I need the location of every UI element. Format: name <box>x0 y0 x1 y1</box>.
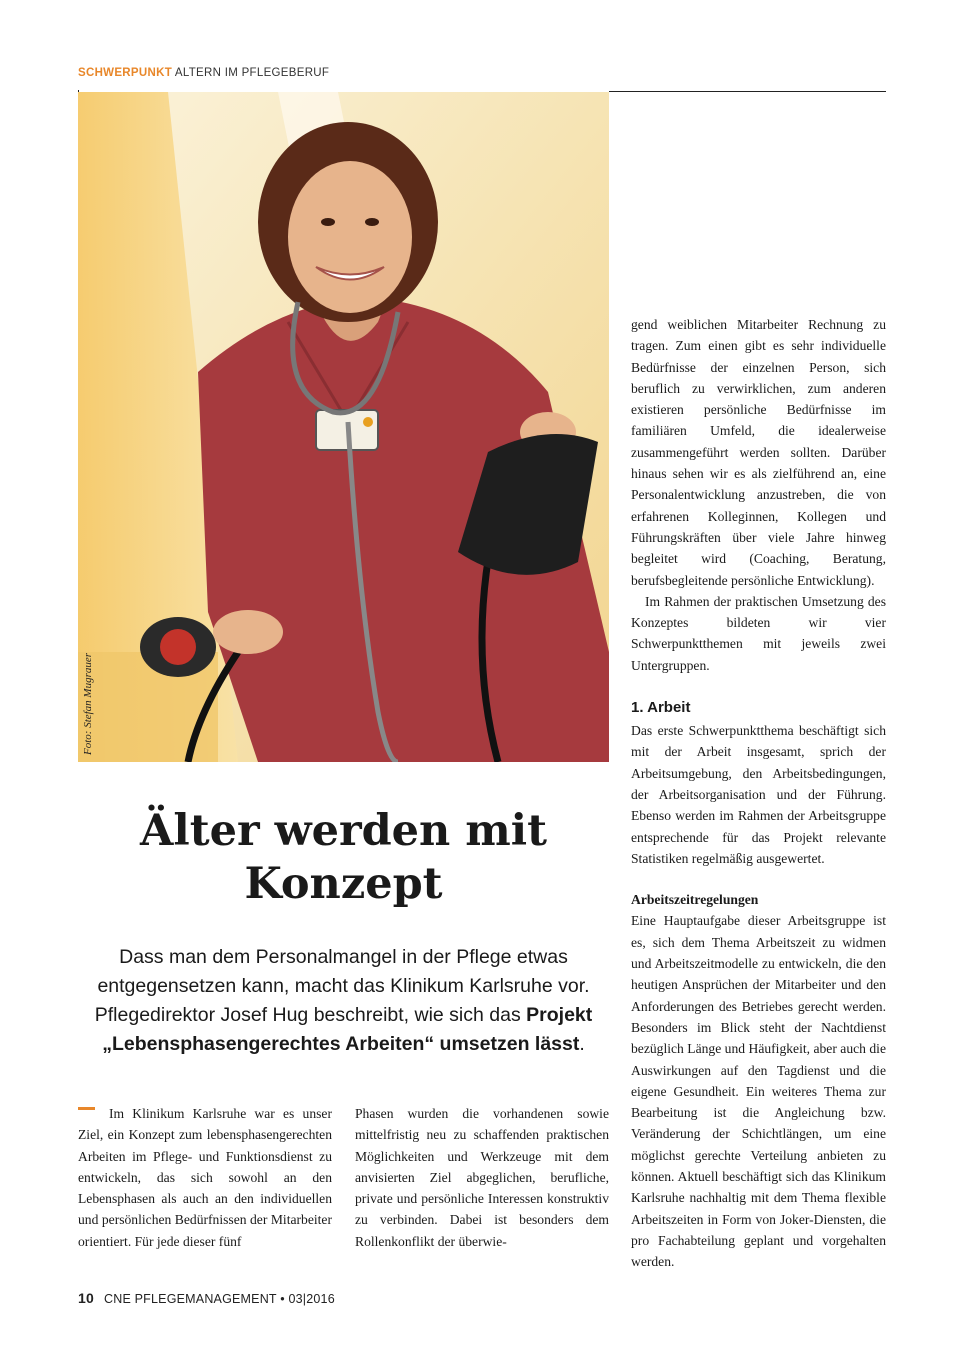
accent-dash <box>78 1107 95 1110</box>
article-title <box>78 805 609 911</box>
section-heading-arbeit: 1. Arbeit <box>631 699 691 717</box>
page-footer <box>78 1290 335 1306</box>
section-label: SCHWERPUNKT <box>78 67 173 79</box>
section-arbeit-text: Das erste Schwerpunktthema beschäftigt sich mit der Arbeit insgesamt, sprich der Arbeitsumgebung, den Arbeitsbedingungen, der Arbeitsorganisation und der Führung. Ebenso werden im Rahmen der Arbeitsgruppe entsprechende für das Projekt relevante Statistiken regelmäßig ausgewertet. <box>631 723 886 866</box>
header-rule <box>609 91 886 92</box>
running-header <box>78 67 329 79</box>
lead-project-name: Projekt „Lebensphasengerechtes Arbeiten“ umsetzen lässt <box>102 1004 593 1055</box>
title-line-2: Konzept <box>244 859 443 909</box>
col3-paragraph-2: Im Rahmen der praktischen Umsetzung des Konzeptes bildeten wir vier Schwerpunktthemen mit jeweils zwei Untergruppen. <box>631 593 886 673</box>
publication-name: CNE PFLEGEMANAGEMENT <box>103 1292 277 1306</box>
body-column-1 <box>78 1103 332 1252</box>
col2-text: Phasen wurden die vorhandenen sowie mittelfristig neu zu schaffenden praktischen Möglichkeiten und Werkzeuge mit dem anvisierten Ziel abgeglichen, berufliche, private und persönliche Interessen konstruktiv zu verbinden. Dabei ist besonders dem Rollenkonflikt der überwie- <box>355 1106 609 1249</box>
article-lead <box>78 943 609 1059</box>
col3-paragraph-1: gend weiblichen Mitarbeiter Rechnung zu tragen. Zum einen gibt es sehr individuelle Bedürfnisse der einzelnen Person, sich beruflich zu verwirklichen, zum anderen existieren persönliche Bedürfnisse im familiären Umfeld, die idealerweise zusammengeführt werden sollten. Darüber hinaus sehen wir es als zielführend an, eine Personalentwicklung anzustreben, die von erfahrenen Kolleginnen, Kollegen und Führungskräften über viele Jahre hinweg begleitet wird (Coaching, Beratung, berufsbegleitende persönliche Entwicklung). <box>631 317 886 588</box>
body-column-3 <box>631 314 886 1272</box>
col1-text: Im Klinikum Karlsruhe war es unser Ziel, ein Konzept zum lebensphasengerechten Arbeiten im Pflege- und Funktionsdienst zu entwickeln, das sich sowohl an den Lebensphasen als auch an den individuellen und persönlichen Bedürfnissen der Mitarbeiter orientiert. Für jede dieser fünf <box>78 1106 332 1249</box>
lead-text: Dass man dem Personalmangel in der Pflege etwas entgegensetzen kann, macht das Klinikum Karlsruhe vor. Pflegedirektor Josef Hug beschreibt, wie sich das <box>94 946 590 1026</box>
nurse-photo <box>78 92 609 762</box>
topic-label: ALTERN IM PFLEGEBERUF <box>174 67 330 79</box>
lead-end: . <box>579 1033 585 1055</box>
footer-separator: • <box>280 1292 285 1306</box>
subsection-text: Eine Hauptaufgabe dieser Arbeitsgruppe ist es, sich dem Thema Arbeitszeit zu widmen und Arbeitszeitmodelle zu entwickeln, die den heutigen Ansprüchen der Mitarbeiter und den Anforderungen des Betriebes gerecht werden. Besonders im Blick steht der Nachtdienst bezüglich Länge und Häufigkeit, aber auch die Auswirkungen auf den Tagdienst und die eigene Gesundheit. Ein weiteres Thema zur Bearbeitung ist die Angleichung bzw. Veränderung der Schichtlängen, um eine möglichst gerechte Verteilung anbieten zu können. Aktuell beschäftigt sich das Klinikum Karlsruhe nachhaltig mit dem Thema flexible Arbeitszeiten in Form von Joker-Diensten, die pro Fachabteilung geplant und vorgehalten werden. <box>631 913 886 1270</box>
body-column-2 <box>355 1103 609 1252</box>
page-number: 10 <box>78 1290 94 1306</box>
subheading-arbeitszeitregelungen: Arbeitszeitregelungen <box>631 892 759 908</box>
issue-number: 03|2016 <box>288 1292 335 1306</box>
title-line-1: Älter werden mit <box>140 806 547 856</box>
photo-credit: Foto: Stefan Mugrauer <box>82 652 94 755</box>
